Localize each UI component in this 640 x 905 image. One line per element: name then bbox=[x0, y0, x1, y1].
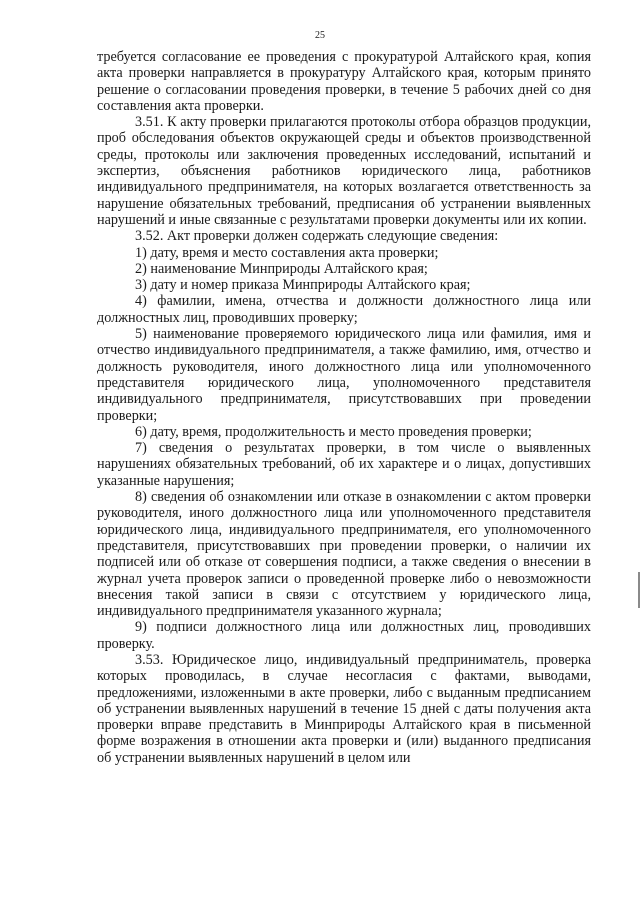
list-item-1: 1) дату, время и место составления акта проверки; bbox=[135, 244, 439, 261]
list-item-5: 5) наименование проверяемого юридического лица или фамилия, имя и отчество индивидуального предпринимателя, а также фамилию, имя, отчество и должность руководителя, иного должностного лица или уполномоченного представителя юридического лица, уполномоченного представителя индивидуального предпринимателя, присутствовавших при проведении проверки; bbox=[97, 326, 591, 424]
list-item-3: 3) дату и номер приказа Минприроды Алтайского края; bbox=[135, 277, 471, 294]
list-item-4: 4) фамилии, имена, отчества и должности должностного лица или должностных лиц, проводивших проверку; bbox=[97, 293, 591, 326]
list-item-7: 7) сведения о результатах проверки, в том числе о выявленных нарушениях обязательных требований, об их характере и о лицах, допустивших указанные нарушения; bbox=[97, 440, 591, 489]
paragraph-continuation: требуется согласование ее проведения с прокуратурой Алтайского края, копия акта проверки направляется в прокуратуру Алтайского края, которым принято решение о согласовании проведения проверки, в течение 5 рабочих дней со дня составления акта проверки. bbox=[97, 49, 591, 114]
list-item-6: 6) дату, время, продолжительность и место проведения проверки; bbox=[135, 423, 532, 440]
page-number: 25 bbox=[315, 30, 325, 41]
list-item-9: 9) подписи должностного лица или должностных лиц, проводивших проверку. bbox=[97, 619, 591, 652]
paragraph-3-51: 3.51. К акту проверки прилагаются протоколы отбора образцов продукции, проб обследования объектов окружающей среды и объектов производственной среды, протоколы или заключения проведенных исследований, испытаний и экспертиз, объяснения работников юридического лица, работников индивидуального предпринимателя, на которых возлагается ответственность за нарушение обязательных требований, предписания об устранении выявленных нарушений и иные связанные с результатами проверки документы или их копии. bbox=[97, 114, 591, 228]
paragraph-3-53: 3.53. Юридическое лицо, индивидуальный предприниматель, проверка которых проводилась, в случае несогласия с фактами, выводами, предложениями, изложенными в акте проверки, либо с выданным предписанием об устранении выявленных нарушений в течение 15 дней с даты получения акта проверки вправе представить в Минприроды Алтайского края в письменной форме возражения в отношении акта проверки и (или) выданного предписания об устранении выявленных нарушений в целом или bbox=[97, 651, 591, 766]
paragraph-3-52: 3.52. Акт проверки должен содержать следующие сведения: bbox=[135, 228, 499, 245]
list-item-2: 2) наименование Минприроды Алтайского края; bbox=[135, 260, 428, 277]
list-item-8: 8) сведения об ознакомлении или отказе в ознакомлении с актом проверки руководителя, иного должностного лица или уполномоченного представителя юридического лица, индивидуального предпринимателя, его уполномоченного представителя, присутствовавших при проведении проверки, о наличии их подписей или об отказе от совершения подписи, а также сведения о внесении в журнал учета проверок записи о проведенной проверке либо о невозможности внесения такой записи в связи с отсутствием у юридического лица, индивидуального предпринимателя указанного журнала; bbox=[97, 489, 591, 620]
document-body bbox=[97, 49, 591, 766]
